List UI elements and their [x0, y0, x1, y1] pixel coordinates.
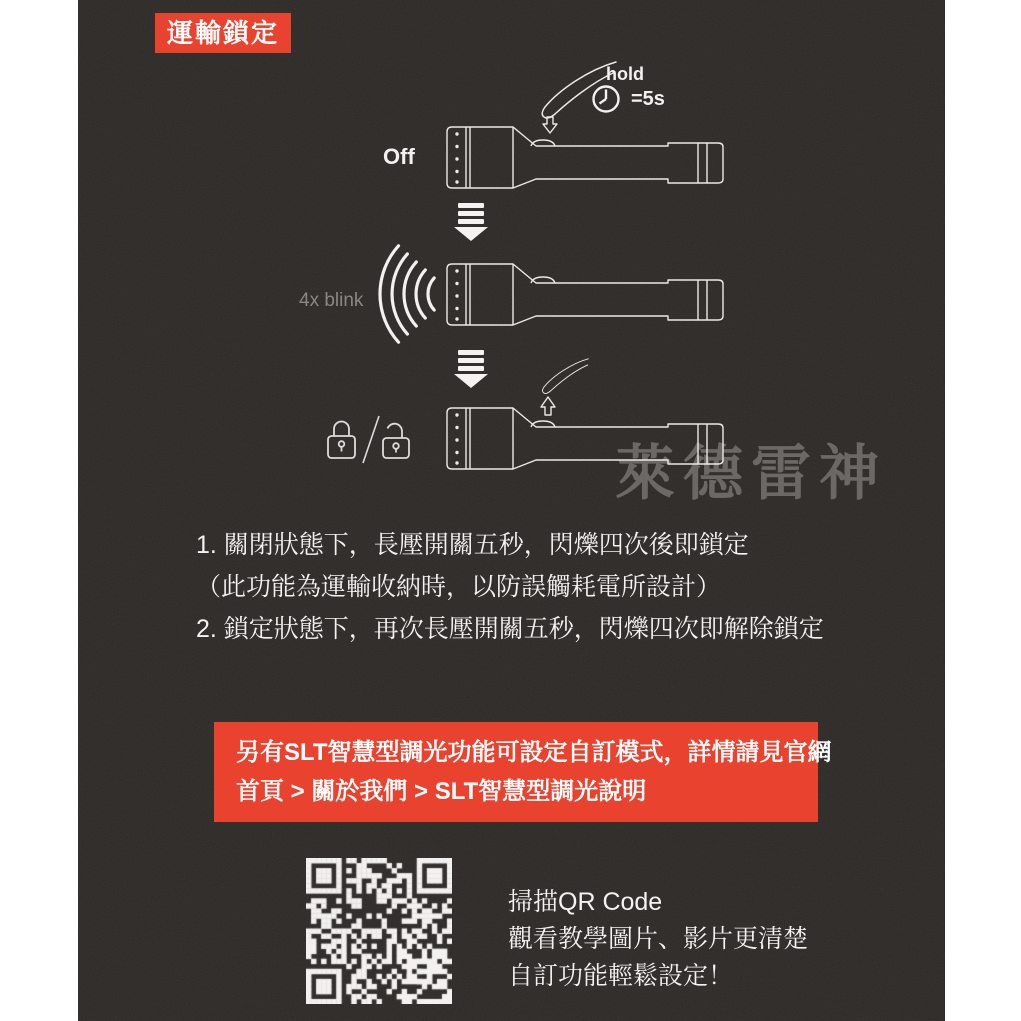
qr-caption-line-2: 觀看教學圖片、影片更清楚 [508, 925, 809, 953]
brand-watermark: 萊德雷神 [615, 440, 887, 507]
notice-line-1: 另有SLT智慧型調光功能可設定自訂模式，詳情請見官網 [236, 739, 832, 766]
hold-label: hold [606, 64, 644, 84]
instruction-line-1: 1. 關閉狀態下，長壓開關五秒，閃爍四次後即鎖定 [196, 531, 749, 559]
qr-caption [508, 884, 808, 995]
step-arrow-icon [454, 203, 488, 241]
lock-open-icon [383, 424, 409, 458]
instruction-line-3: 2. 鎖定狀態下，再次長壓開關五秒，閃爍四次即解除鎖定 [196, 615, 824, 643]
qr-caption-line-1: 掃描QR Code [508, 888, 663, 916]
flashlight-steps-diagram [290, 55, 790, 495]
blink-waves-icon [380, 246, 434, 342]
state-off-label: Off [383, 144, 415, 169]
clock-icon [594, 87, 619, 112]
step-arrow-icon [454, 350, 488, 388]
blink-count-label: 4x blink [299, 290, 364, 311]
instruction-line-2: （此功能為運輸收納時，以防誤觸耗電所設計） [196, 573, 722, 601]
finger-release-icon [543, 359, 589, 394]
release-up-arrow-icon [541, 397, 555, 415]
notice-line-2: 首頁 > 關於我們 > SLT智慧型調光說明 [236, 778, 647, 805]
press-down-arrow-icon [543, 117, 557, 133]
lock-icons [328, 416, 409, 463]
flashlight-step1 [447, 62, 723, 188]
flashlight-step2 [380, 246, 723, 342]
slt-notice-box [214, 722, 832, 822]
instruction-list [196, 524, 824, 650]
section-title: 運輸鎖定 [155, 13, 291, 53]
lock-closed-icon [328, 422, 355, 459]
flashlight-step3 [328, 359, 723, 469]
slash-divider [363, 416, 379, 463]
hold-duration-label: =5s [631, 88, 665, 110]
qr-caption-line-3: 自訂功能輕鬆設定！ [508, 962, 734, 990]
qr-code [306, 858, 452, 1004]
